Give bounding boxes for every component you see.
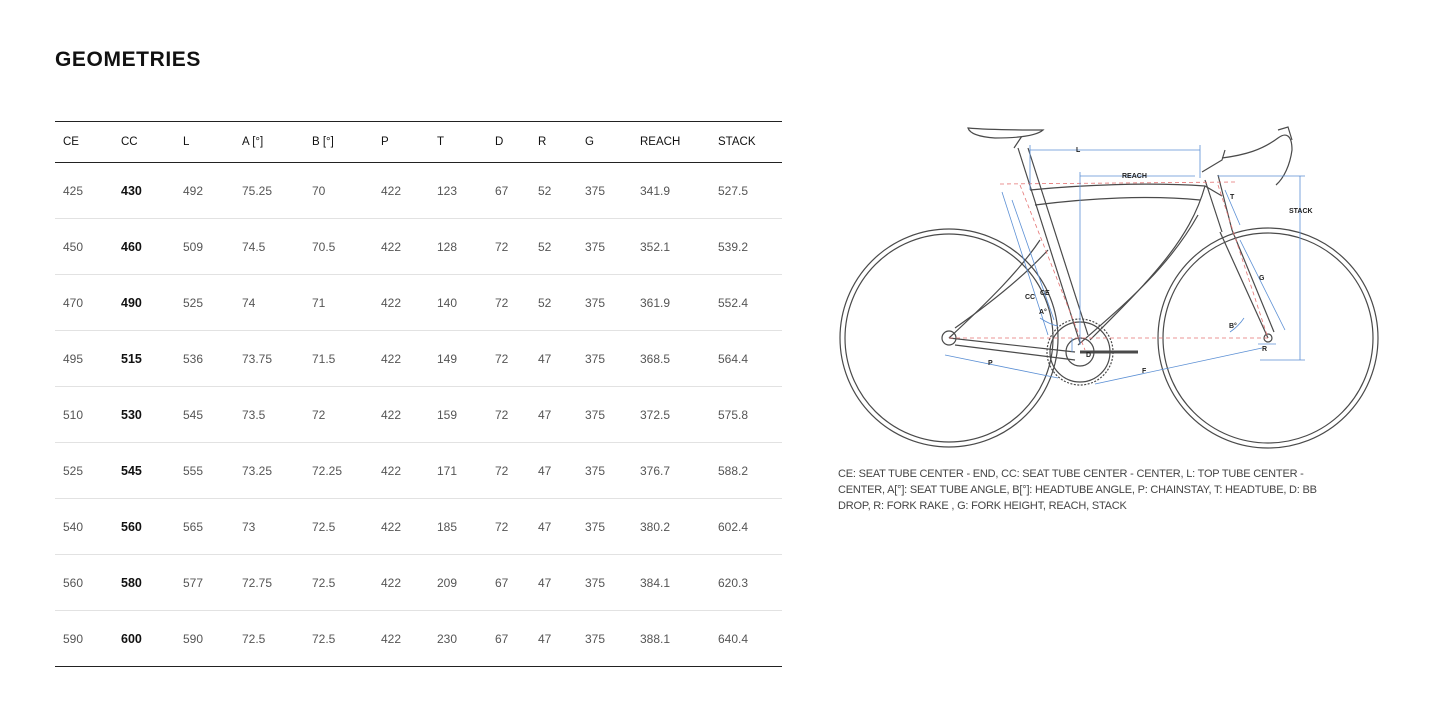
- dim-g-line: [1240, 240, 1285, 330]
- table-cell: 375: [577, 219, 632, 275]
- table-cell: 575.8: [710, 387, 782, 443]
- table-cell: 72.5: [304, 499, 373, 555]
- table-cell: 422: [373, 331, 429, 387]
- table-cell: 375: [577, 331, 632, 387]
- seat-tube: [1018, 148, 1080, 343]
- table-cell: 620.3: [710, 555, 782, 611]
- table-cell: 67: [487, 611, 530, 667]
- frame-outline: [840, 127, 1378, 448]
- table-cell: 560: [55, 555, 113, 611]
- table-cell: 527.5: [710, 163, 782, 219]
- table-cell: 577: [175, 555, 234, 611]
- table-cell: 640.4: [710, 611, 782, 667]
- table-cell: 565: [175, 499, 234, 555]
- table-cell: 72.25: [304, 443, 373, 499]
- table-cell: 72.5: [304, 555, 373, 611]
- table-cell: 545: [113, 443, 175, 499]
- table-cell: 388.1: [632, 611, 710, 667]
- geometry-table: [55, 121, 782, 667]
- table-cell: 600: [113, 611, 175, 667]
- table-cell: 72: [487, 443, 530, 499]
- table-cell: 47: [530, 611, 577, 667]
- col-header-stack: STACK: [710, 122, 782, 163]
- table-cell: 530: [113, 387, 175, 443]
- table-row: [55, 611, 782, 667]
- table-cell: 564.4: [710, 331, 782, 387]
- label-f: F: [1142, 368, 1147, 375]
- stem: [1202, 150, 1225, 172]
- table-cell: 72: [487, 331, 530, 387]
- table-cell: 422: [373, 219, 429, 275]
- table-cell: 422: [373, 443, 429, 499]
- table-cell: 375: [577, 499, 632, 555]
- col-header-b: B [°]: [304, 122, 373, 163]
- label-a: A°: [1039, 309, 1047, 316]
- table-cell: 540: [55, 499, 113, 555]
- table-cell: 555: [175, 443, 234, 499]
- table-cell: 375: [577, 275, 632, 331]
- table-cell: 352.1: [632, 219, 710, 275]
- label-r: R: [1262, 346, 1268, 353]
- table-row: [55, 275, 782, 331]
- table-cell: 73.75: [234, 331, 304, 387]
- table-body: [55, 163, 782, 667]
- table-cell: 545: [175, 387, 234, 443]
- table-header-row: [55, 122, 782, 163]
- table-cell: 460: [113, 219, 175, 275]
- table-cell: 422: [373, 275, 429, 331]
- table-cell: 70.5: [304, 219, 373, 275]
- table-row: [55, 387, 782, 443]
- table-cell: 376.7: [632, 443, 710, 499]
- table-cell: 73: [234, 499, 304, 555]
- table-cell: 72.5: [234, 611, 304, 667]
- label-l: L: [1076, 147, 1081, 154]
- table-cell: 375: [577, 163, 632, 219]
- table-cell: 71.5: [304, 331, 373, 387]
- table-cell: 375: [577, 443, 632, 499]
- table-cell: 73.5: [234, 387, 304, 443]
- table-cell: 380.2: [632, 499, 710, 555]
- table-cell: 422: [373, 611, 429, 667]
- table-cell: 123: [429, 163, 487, 219]
- table-cell: 74.5: [234, 219, 304, 275]
- table-cell: 159: [429, 387, 487, 443]
- table-row: [55, 219, 782, 275]
- table-cell: 72: [487, 219, 530, 275]
- label-b: B°: [1229, 323, 1237, 330]
- table-cell: 140: [429, 275, 487, 331]
- table-cell: 341.9: [632, 163, 710, 219]
- head-tube: [1205, 180, 1222, 232]
- top-tube: [1030, 184, 1222, 196]
- table-cell: 509: [175, 219, 234, 275]
- table-row: [55, 331, 782, 387]
- col-header-l: L: [175, 122, 234, 163]
- table-row: [55, 443, 782, 499]
- label-t: T: [1230, 194, 1235, 201]
- label-g: G: [1259, 275, 1265, 282]
- table-cell: 375: [577, 387, 632, 443]
- col-header-a: A [°]: [234, 122, 304, 163]
- bike-geometry-diagram: [835, 120, 1385, 452]
- col-header-ce: CE: [55, 122, 113, 163]
- table-cell: 590: [55, 611, 113, 667]
- table-cell: 602.4: [710, 499, 782, 555]
- table-cell: 539.2: [710, 219, 782, 275]
- table-cell: 525: [175, 275, 234, 331]
- table-cell: 52: [530, 219, 577, 275]
- table-cell: 230: [429, 611, 487, 667]
- table-cell: 560: [113, 499, 175, 555]
- table-cell: 375: [577, 611, 632, 667]
- label-stack: STACK: [1289, 208, 1313, 215]
- table-cell: 72.75: [234, 555, 304, 611]
- col-header-p: P: [373, 122, 429, 163]
- table-cell: 492: [175, 163, 234, 219]
- table-cell: 384.1: [632, 555, 710, 611]
- chain-stay: [949, 338, 1075, 352]
- table-cell: 75.25: [234, 163, 304, 219]
- table-cell: 510: [55, 387, 113, 443]
- table-cell: 47: [530, 331, 577, 387]
- table-row: [55, 163, 782, 219]
- saddle: [968, 128, 1043, 138]
- table-cell: 368.5: [632, 331, 710, 387]
- table-cell: 71: [304, 275, 373, 331]
- table-cell: 47: [530, 555, 577, 611]
- table-cell: 67: [487, 163, 530, 219]
- col-header-d: D: [487, 122, 530, 163]
- label-p: P: [988, 360, 993, 367]
- label-reach: REACH: [1122, 173, 1147, 180]
- table-cell: 552.4: [710, 275, 782, 331]
- table-cell: 525: [55, 443, 113, 499]
- table-cell: 70: [304, 163, 373, 219]
- table-cell: 588.2: [710, 443, 782, 499]
- dimension-lines: [945, 145, 1305, 384]
- table-cell: 590: [175, 611, 234, 667]
- dim-p-line: [945, 355, 1058, 378]
- page-title: GEOMETRIES: [55, 48, 202, 71]
- col-header-cc: CC: [113, 122, 175, 163]
- table-cell: 52: [530, 275, 577, 331]
- col-header-g: G: [577, 122, 632, 163]
- table-cell: 149: [429, 331, 487, 387]
- table-cell: 73.25: [234, 443, 304, 499]
- table-cell: 361.9: [632, 275, 710, 331]
- table-cell: 422: [373, 499, 429, 555]
- label-cc: CC: [1025, 294, 1036, 301]
- table-cell: 72.5: [304, 611, 373, 667]
- table-cell: 185: [429, 499, 487, 555]
- label-d: D: [1086, 352, 1092, 359]
- table-row: [55, 499, 782, 555]
- table-cell: 47: [530, 387, 577, 443]
- table-cell: 128: [429, 219, 487, 275]
- table-cell: 515: [113, 331, 175, 387]
- table-cell: 470: [55, 275, 113, 331]
- table-cell: 536: [175, 331, 234, 387]
- table-cell: 171: [429, 443, 487, 499]
- table-cell: 425: [55, 163, 113, 219]
- table-cell: 52: [530, 163, 577, 219]
- guide-lines: [949, 182, 1268, 350]
- table-cell: 375: [577, 555, 632, 611]
- table-cell: 72: [487, 275, 530, 331]
- handlebar: [1222, 135, 1292, 185]
- table-cell: 580: [113, 555, 175, 611]
- table-cell: 422: [373, 555, 429, 611]
- table-cell: 47: [530, 499, 577, 555]
- table-cell: 72: [304, 387, 373, 443]
- table-cell: 67: [487, 555, 530, 611]
- table-cell: 422: [373, 387, 429, 443]
- table-cell: 490: [113, 275, 175, 331]
- table-cell: 72: [487, 499, 530, 555]
- col-header-r: R: [530, 122, 577, 163]
- table-cell: 495: [55, 331, 113, 387]
- table-cell: 372.5: [632, 387, 710, 443]
- label-ce: CE: [1040, 290, 1050, 297]
- table-cell: 450: [55, 219, 113, 275]
- table-cell: 72: [487, 387, 530, 443]
- table-cell: 47: [530, 443, 577, 499]
- col-header-reach: REACH: [632, 122, 710, 163]
- table-cell: 74: [234, 275, 304, 331]
- table-cell: 422: [373, 163, 429, 219]
- geometry-legend: CE: SEAT TUBE CENTER - END, CC: SEAT TUBE CENTER - CENTER, L: TOP TUBE CENTER - CENTER, A[°]: SEAT TUBE ANGLE, B[°]: HEADTUBE ANGLE, P: CHAINSTAY, T: HEADTUBE, D: BB DROP, R: FORK RAKE , G: FORK HEIGHT, REACH, STACK: [838, 468, 1317, 512]
- col-header-t: T: [429, 122, 487, 163]
- table-cell: 209: [429, 555, 487, 611]
- table-cell: 430: [113, 163, 175, 219]
- table-row: [55, 555, 782, 611]
